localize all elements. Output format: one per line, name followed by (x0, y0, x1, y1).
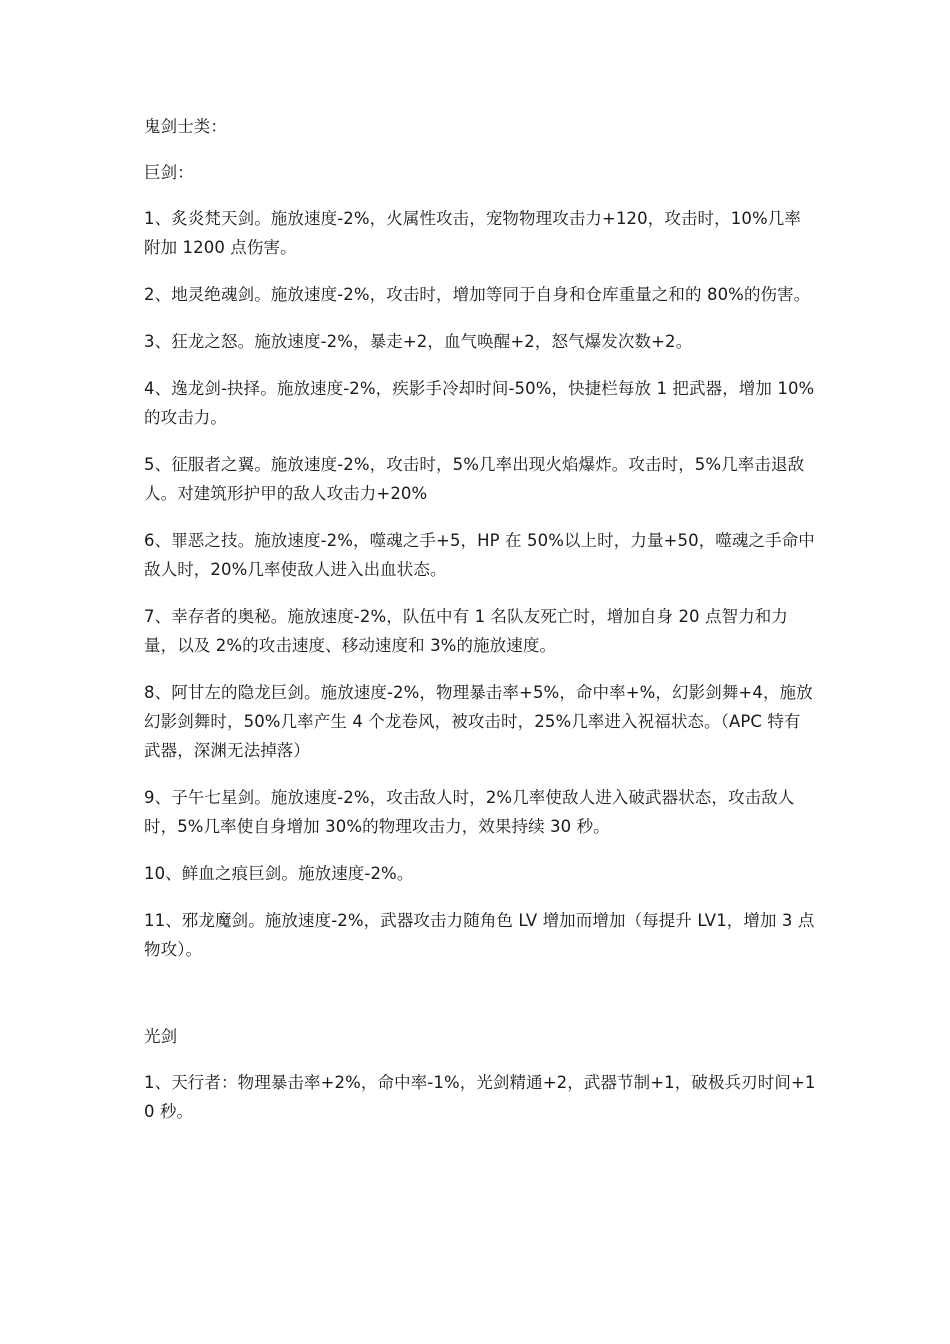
list-item: 8、阿甘左的隐龙巨剑。施放速度-2%，物理暴击率+5%，命中率+%，幻影剑舞+4，施放幻影剑舞时，50%几率产生 4 个龙卷风，被攻击时，25%几率进入祝福状态。（APC 特有武器，深渊无法掉落） (144, 683, 813, 760)
list-item: 2、地灵绝魂剑。施放速度-2%，攻击时，增加等同于自身和仓库重量之和的 80%的伤害。 (144, 285, 811, 304)
section-heading-greatsword: 巨剑： (144, 163, 194, 182)
list-item: 7、幸存者的奥秘。施放速度-2%，队伍中有 1 名队友死亡时，增加自身 20 点智力和力量，以及 2%的攻击速度、移动速度和 3%的施放速度。 (144, 607, 789, 655)
category-title: 鬼剑士类： (144, 117, 227, 136)
list-item: 11、邪龙魔剑。施放速度-2%，武器攻击力随角色 LV 增加而增加（每提升 LV1，增加 3 点物攻）。 (144, 911, 815, 959)
list-item: 1、炙炎梵天剑。施放速度-2%，火属性攻击，宠物物理攻击力+120，攻击时，10%几率附加 1200 点伤害。 (144, 209, 801, 257)
list-item: 1、天行者：物理暴击率+2%，命中率-1%，光剑精通+2，武器节制+1，破极兵刃时间+10 秒。 (144, 1073, 816, 1121)
list-item: 9、子午七星剑。施放速度-2%，攻击敌人时，2%几率使敌人进入破武器状态，攻击敌人时，5%几率使自身增加 30%的物理攻击力，效果持续 30 秒。 (144, 788, 795, 836)
list-item: 10、鲜血之痕巨剑。施放速度-2%。 (144, 864, 414, 883)
list-item: 6、罪恶之技。施放速度-2%，噬魂之手+5，HP 在 50%以上时，力量+50，噬魂之手命中敌人时，20%几率使敌人进入出血状态。 (144, 531, 815, 579)
section-heading-lightsabre: 光剑 (144, 1027, 178, 1046)
section-spacer (144, 982, 816, 1022)
list-item: 4、逸龙剑-抉择。施放速度-2%，疾影手冷却时间-50%，快捷栏每放 1 把武器，增加 10%的攻击力。 (144, 379, 815, 427)
document-page (144, 112, 816, 1144)
list-item: 5、征服者之翼。施放速度-2%，攻击时，5%几率出现火焰爆炸。攻击时，5%几率击退敌人。对建筑形护甲的敌人攻击力+20% (144, 455, 805, 503)
list-item: 3、狂龙之怒。施放速度-2%，暴走+2，血气唤醒+2，怒气爆发次数+2。 (144, 332, 693, 351)
